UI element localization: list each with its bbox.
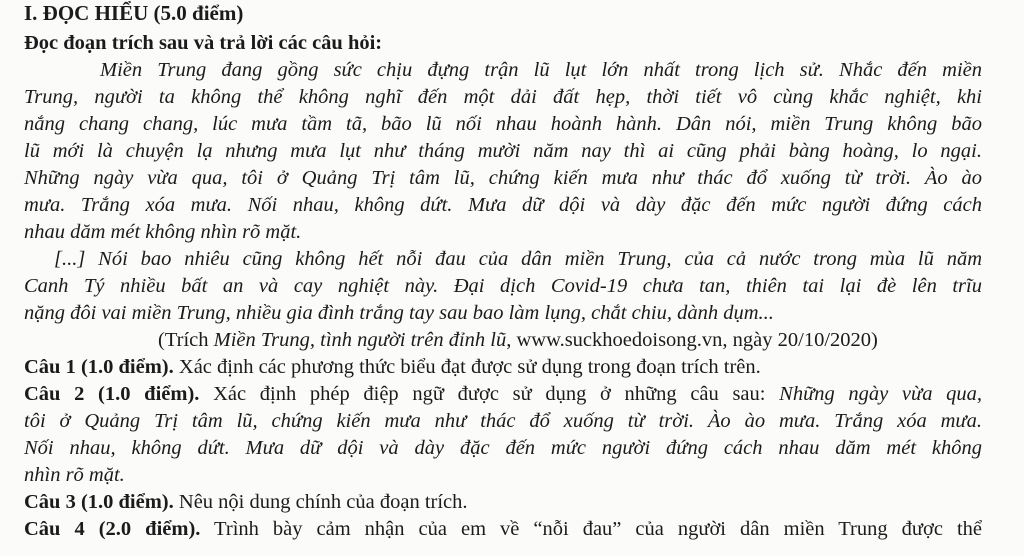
question-quote: nhìn rõ mặt. (24, 464, 125, 486)
question-3 (24, 489, 468, 515)
citation (158, 327, 878, 353)
question-text: Xác định các phương thức biểu đạt được sử dụng trong đoạn trích trên. (173, 356, 761, 378)
question-quote: Những ngày vừa qua, (779, 383, 983, 405)
instruction: Đọc đoạn trích sau và trả lời các câu hỏi: (24, 32, 383, 54)
question-text: Trình bày cảm nhận của em về “nỗi đau” của người dân miền Trung được thể (200, 518, 982, 540)
question-1 (24, 354, 761, 380)
passage-line: mưa. Trắng xóa mưa. Nối nhau, không dứt. Mưa dữ dội và dày đặc đến mức người đứng cách (24, 194, 982, 216)
passage-line: nắng chang chang, lúc mưa tầm tã, bão lũ nối nhau hoành hành. Dân nói, miền Trung không bão (24, 113, 982, 135)
passage-line: [...] Nói bao nhiêu cũng không hết nỗi đau của dân miền Trung, của cả nước trong mùa lũ năm (54, 248, 982, 270)
question-quote: Nối nhau, không dứt. Mưa dữ dội và dày đặc đến mức người đứng cách nhau dăm mét không (24, 437, 982, 459)
passage-line: Canh Tý nhiều bất an và cay nghiệt này. Đại dịch Covid-19 chưa tan, thiên tai lại đè lên trĩu (24, 275, 982, 297)
passage-line: nặng đôi vai miền Trung, nhiều gia đình trắng tay sau bao làm lụng, chắt chiu, dành dụm... (24, 302, 774, 324)
passage-line: Trung, người ta không thể không nghĩ đến một dải đất hẹp, thời tiết vô cùng khắc nghiệt, khi (24, 86, 982, 108)
question-2 (24, 381, 982, 407)
question-text: Nêu nội dung chính của đoạn trích. (173, 491, 468, 513)
citation-suffix: , www.suckhoedoisong.vn, ngày 20/10/2020) (506, 329, 878, 351)
passage-line: nhau dăm mét không nhìn rõ mặt. (24, 221, 302, 243)
question-label: Câu 1 (1.0 điểm). (24, 356, 174, 378)
passage-line: lũ mới là chuyện lạ nhưng mưa lụt như tháng mười năm nay thì ai cũng phải bàng hoàng, lo ngại. (24, 140, 982, 162)
question-4 (24, 516, 982, 542)
question-label: Câu 2 (1.0 điểm). (24, 383, 200, 405)
citation-title: Miền Trung, tình người trên đỉnh lũ (213, 329, 507, 351)
passage-line: Miền Trung đang gồng sức chịu đựng trận lũ lụt lớn nhất trong lịch sử. Nhắc đến miền (100, 59, 982, 81)
section-title: I. ĐỌC HIỂU (5.0 điểm) (24, 1, 244, 25)
question-quote: tôi ở Quảng Trị tâm lũ, chứng kiến mưa như thác đổ xuống từ trời. Ào ào mưa. Trắng xóa mưa. (24, 410, 982, 432)
citation-prefix: (Trích (158, 329, 214, 351)
question-text: Xác định phép điệp ngữ được sử dụng ở những câu sau: (199, 383, 780, 405)
question-label: Câu 3 (1.0 điểm). (24, 491, 174, 513)
passage-line: Những ngày vừa qua, tôi ở Quảng Trị tâm lũ, chứng kiến mưa như thác đổ xuống từ trời. Ào ào (24, 167, 982, 189)
question-label: Câu 4 (2.0 điểm). (24, 518, 201, 540)
